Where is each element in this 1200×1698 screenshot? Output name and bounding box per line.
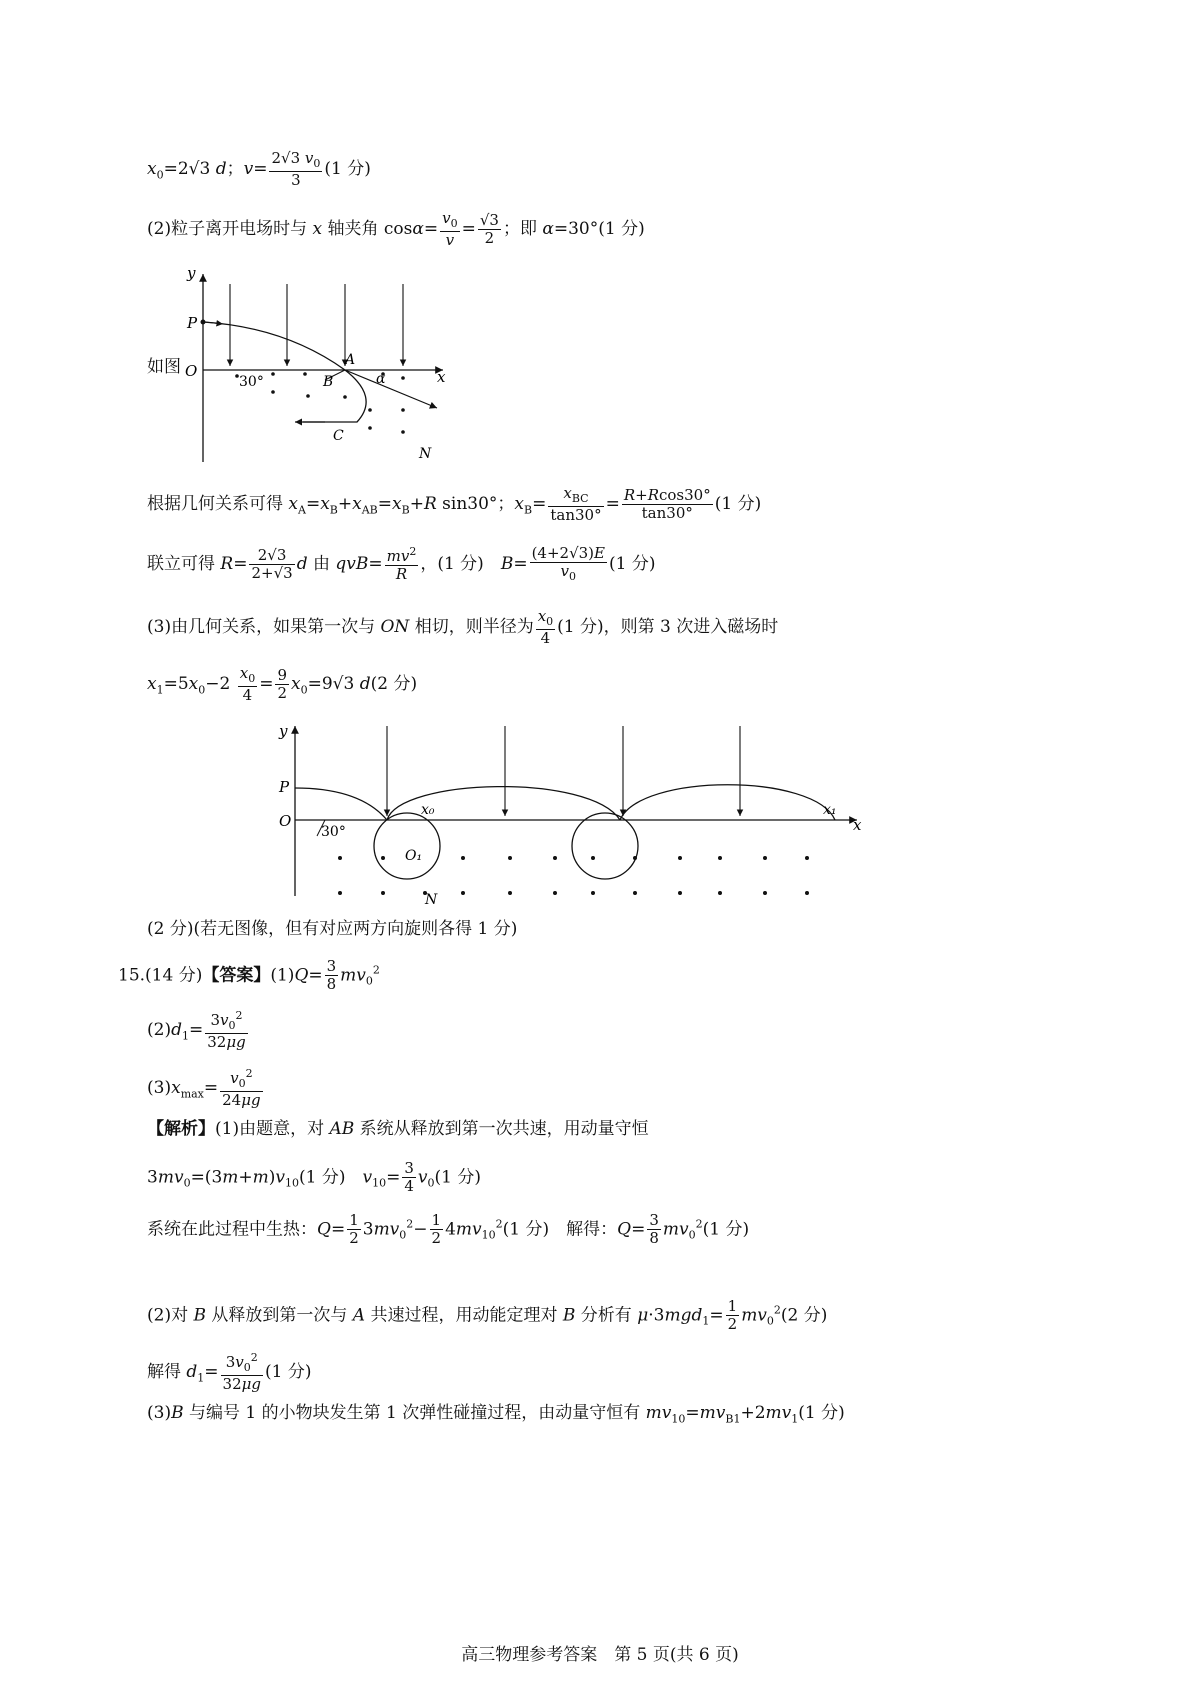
diagram-figure-2 [275, 718, 870, 908]
label-C: C [333, 428, 344, 444]
label-P-2: P [279, 778, 290, 796]
equation-collision: (3)B 与编号 1 的小物块发生第 1 次弹性碰撞过程，由动量守恒有 $mv_{10}=mv_{B1}+2mv_1(1$ 分) [147, 1403, 845, 1426]
equation-momentum: $3mv_0=(3m+m)v_{10}(1$ 分) $v_{10}=$ $\frac{3}{4}$ $v_0(1$ 分) [147, 1159, 481, 1196]
label-N-2: N [425, 892, 438, 908]
circle-1 [374, 813, 440, 879]
answer-2: $(2)d_1=$ $\frac{3v_0^2}{32\mu g}$ [147, 1009, 246, 1051]
label-x: x [437, 368, 446, 386]
formula-line-cos-alpha: (2)粒子离开电场时与 x 轴夹角 cosα= $\frac{v_0}{v}$ = $\frac{√3}{2}$ ；即 α=30°(1 分) [147, 209, 645, 249]
question-15-answer: 15.(14 分)【答案】(1)Q= $\frac{3}{8}$ $mv_0^2$ [118, 957, 380, 994]
label-x1: x₁ [823, 802, 837, 818]
formula-line-R-B: 联立可得 R= $\frac{2√3}{2+√3}$ d 由 qvB= $\frac{mv^2}{R}$ ，(1 分) B= $\frac{(4+2√3)E}{v_0}$ (1 分) [147, 544, 656, 584]
label-y-2: y [279, 722, 288, 740]
label-O: O [185, 362, 198, 380]
label-A: A [345, 352, 356, 368]
trajectory-3 [620, 785, 835, 820]
label-x-2: x [853, 816, 862, 834]
label-N: N [419, 446, 432, 462]
formula-line-radius: (3)由几何关系，如果第一次与 ON 相切，则半径为 $\frac{x_0}{4}$ (1 分)，则第 3 次进入磁场时 [147, 607, 779, 647]
page-footer: 高三物理参考答案 第 5 页(共 6 页) [461, 1645, 739, 1665]
label-y: y [187, 264, 196, 282]
circle-2 [572, 813, 638, 879]
diagram-figure-1 [175, 262, 475, 467]
equation-energy: (2)对 B 从释放到第一次与 A 共速过程，用动能定理对 B 分析有 μ·3mgd$_1$= $\frac{1}{2}$ $mv_0^2(2$ 分) [147, 1297, 828, 1334]
label-P: P [187, 314, 198, 332]
formula-line-x0-v: $x_0=2√3$ d；v= $\frac{2√3 v_0}{3}$ (1 分) [147, 149, 371, 189]
label-angle-30: 30° [239, 374, 264, 390]
formula-line-xA: 根据几何关系可得 $x_A=x_B+x_{AB}=x_B+R$ sin30°；$x_B=$ $\frac{x_{BC}}{\tan 30^\circ}$ = $\frac{R+Rcos30^\circ}{\tan 30^\circ}$ (1 分) [147, 484, 762, 524]
label-O-2: O [279, 812, 292, 830]
equation-d1: 解得 $d_1=$ $\frac{3v_0^2}{32\mu g}$ (1 分) [147, 1351, 312, 1393]
label-B: B [323, 374, 334, 390]
scoring-note: (2 分)(若无图像，但有对应两方向旋则各得 1 分) [147, 919, 518, 939]
circular-arc [303, 370, 366, 422]
trajectory-1 [295, 788, 387, 820]
field-lines-2 [387, 726, 740, 816]
label-O1: O₁ [405, 848, 423, 864]
analysis-heading: 【解析】(1)由题意，对 AB 系统从释放到第一次共速，用动量守恒 [147, 1119, 649, 1139]
answer-3: $(3)x_{max}=$ $\frac{v_0^2}{24\mu g}$ [147, 1067, 261, 1109]
label-x0: x₀ [421, 802, 435, 818]
equation-heat: 系统在此过程中生热：Q= $\frac{1}{2}$ $3mv_0^2-$ $\frac{1}{2}$ $4mv_{10}^2(1$ 分) 解得：Q= $\frac{3}{8}$ $mv_0^2(1$ 分) [147, 1211, 750, 1248]
formula-line-x1: $x_1=5x_0-2$ $\frac{x_0}{4}$ = $\frac{9}{2}$ $x_0=9√3$ d(2 分) [147, 664, 418, 704]
trajectory-parabola [203, 322, 345, 370]
label-alpha: α [376, 371, 386, 387]
field-lines [230, 284, 403, 366]
label-angle-30-2: 30° [321, 824, 346, 840]
tangent-line [345, 370, 437, 408]
figure-caption: 如图 [147, 357, 181, 377]
